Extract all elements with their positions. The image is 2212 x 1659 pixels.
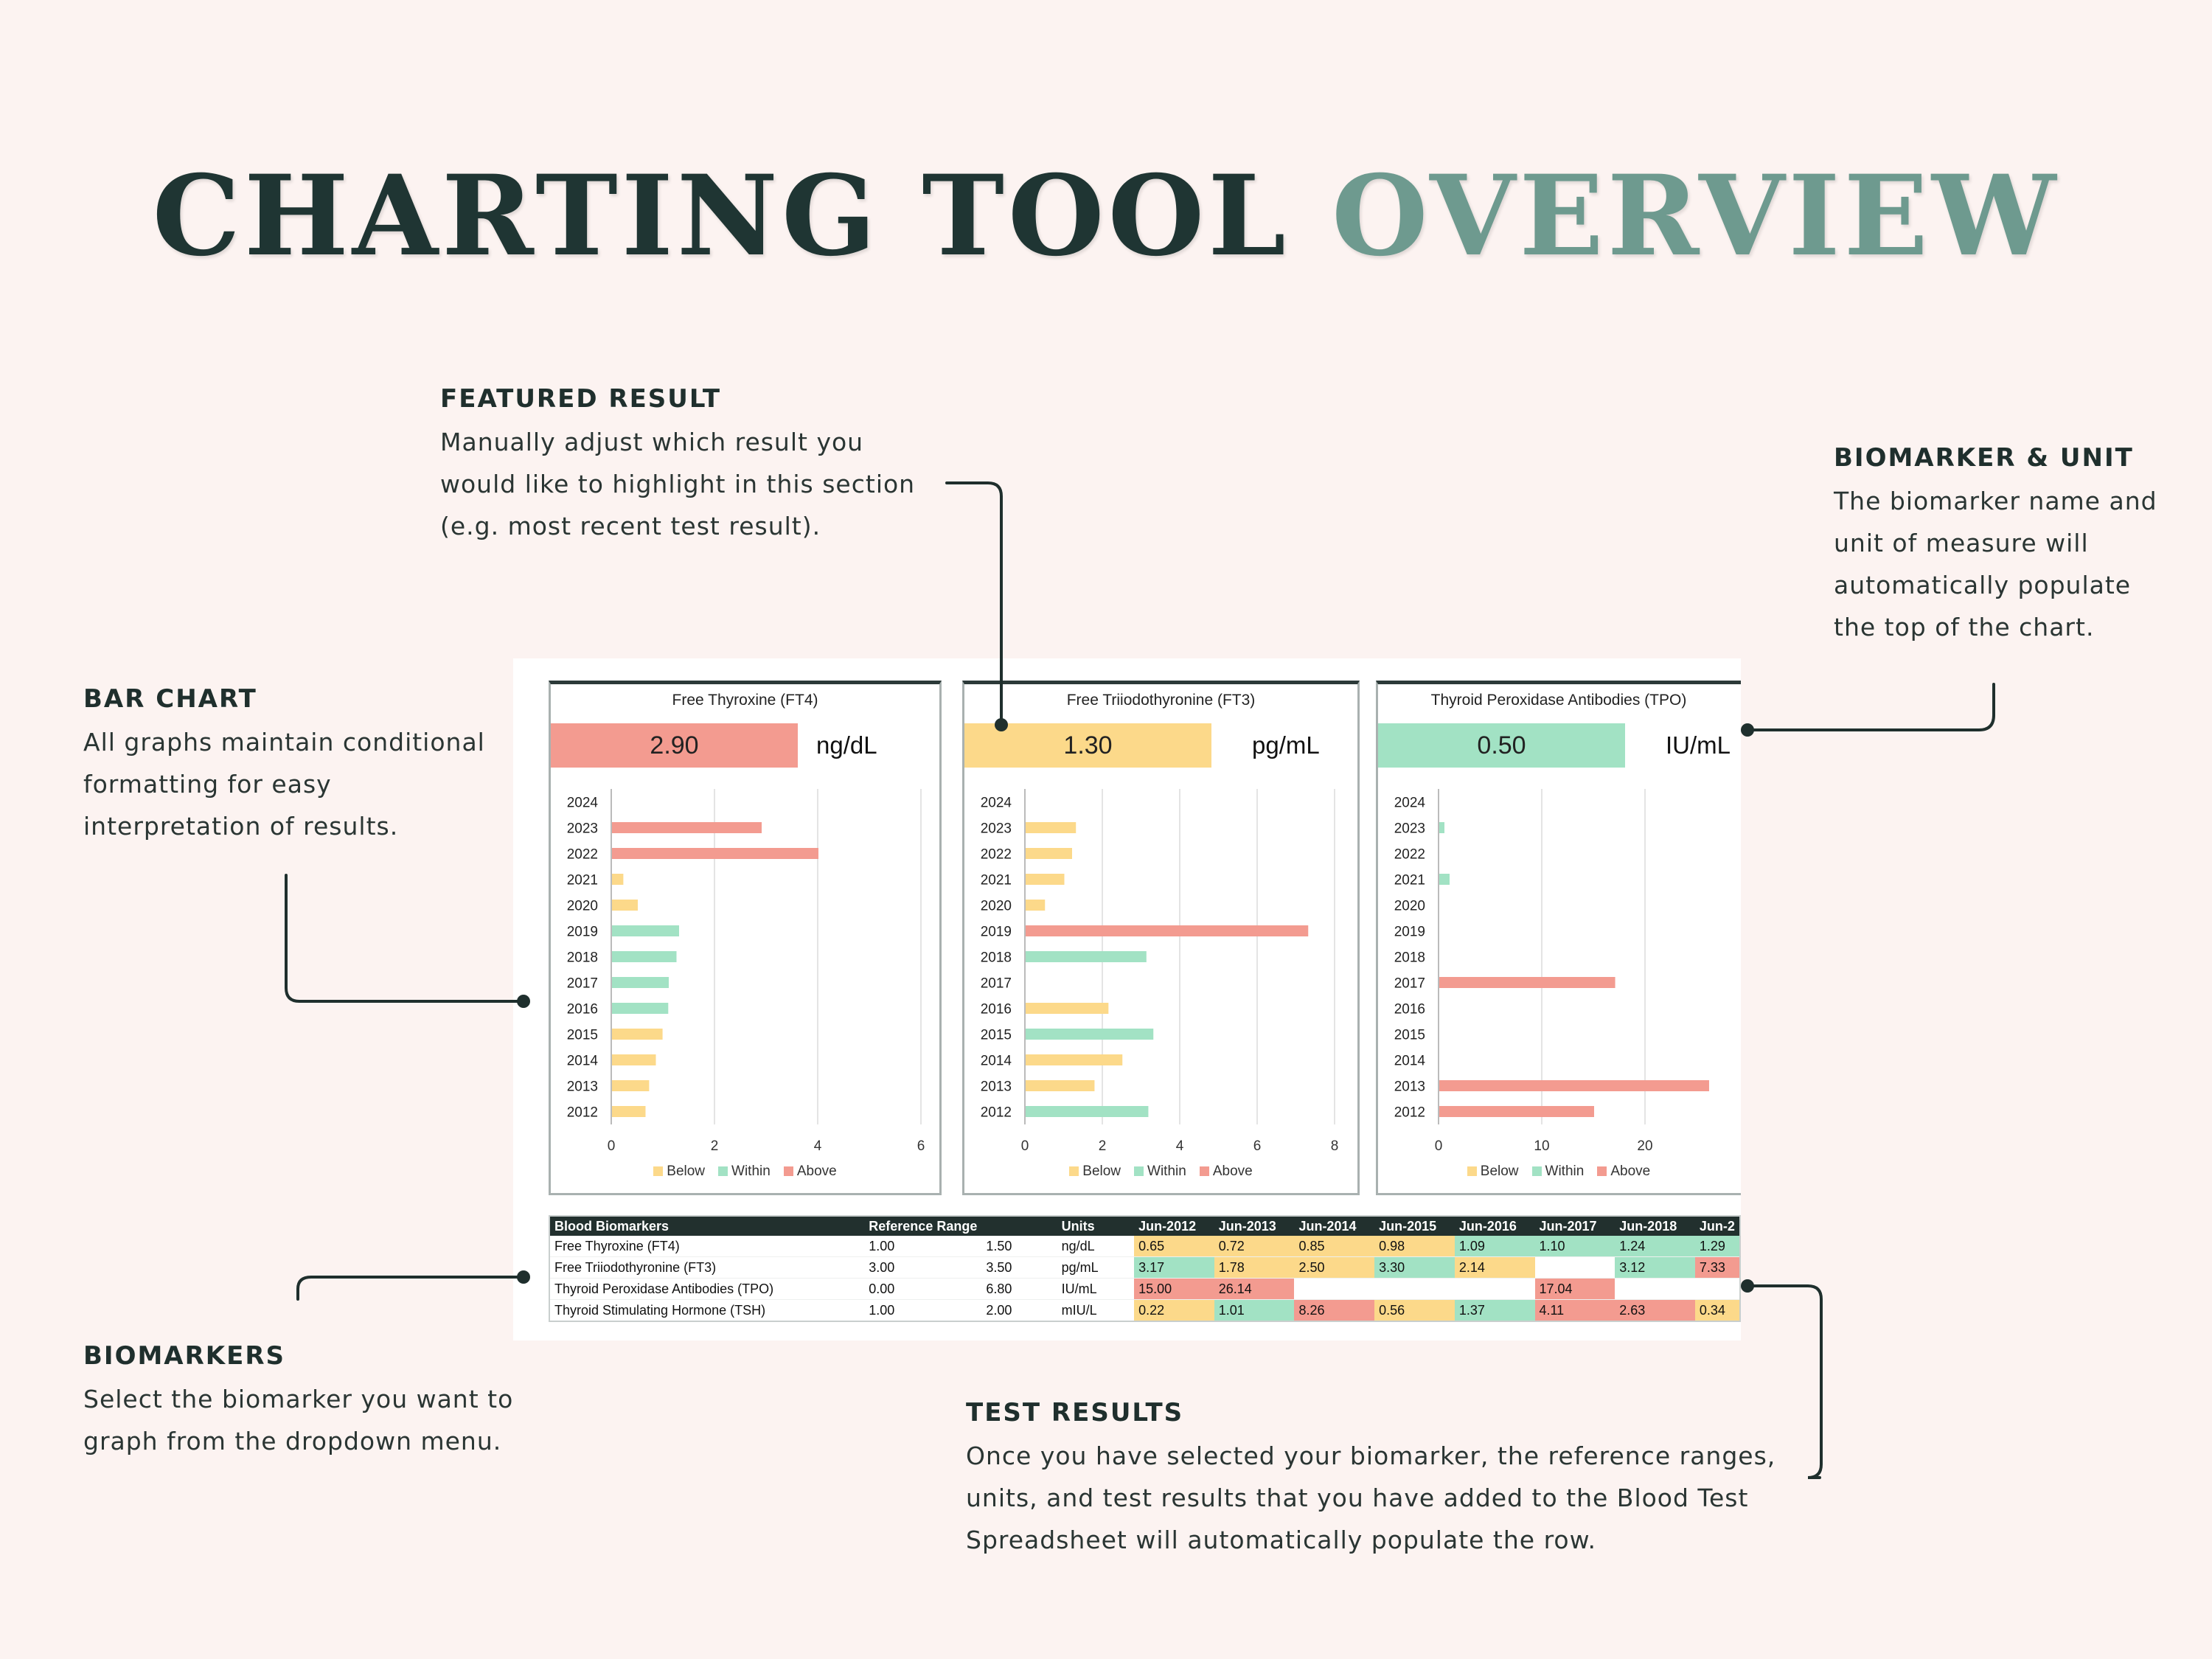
bar (1026, 1029, 1153, 1040)
y-tick-label: 2013 (566, 1079, 598, 1095)
chart-title: Thyroid Peroxidase Antibodies (TPO) (1430, 692, 1687, 709)
x-tick-label: 20 (1637, 1138, 1653, 1154)
bar (1026, 874, 1065, 885)
annotation-heading: BIOMARKERS (83, 1341, 286, 1371)
reference-high-cell[interactable]: 3.50 (981, 1257, 1057, 1279)
result-cell[interactable] (1695, 1279, 1740, 1300)
result-cell[interactable] (1294, 1279, 1374, 1300)
table-row[interactable] (549, 1279, 1740, 1300)
bar (612, 1106, 646, 1117)
annotation-text: Select the biomarker you want to graph from the dropdown menu. (83, 1385, 514, 1455)
legend-above: Above (784, 1164, 837, 1180)
y-tick-label: 2018 (1394, 950, 1425, 966)
legend-above: Above (1200, 1164, 1253, 1180)
y-tick-label: 2022 (566, 846, 598, 863)
bar (1439, 822, 1444, 833)
bar (1026, 900, 1045, 911)
y-tick-label: 2017 (566, 975, 598, 992)
bar (612, 848, 818, 859)
y-tick-label: 2023 (1394, 821, 1425, 837)
chart-legend (551, 1164, 939, 1180)
y-tick-label: 2016 (980, 1001, 1012, 1018)
bar (612, 1080, 649, 1091)
bar (1026, 1080, 1094, 1091)
reference-low-cell[interactable]: 1.00 (864, 1236, 981, 1257)
result-cell[interactable]: 0.72 (1214, 1236, 1295, 1257)
result-cell[interactable] (1374, 1279, 1455, 1300)
y-tick-label: 2021 (566, 872, 598, 888)
page-title-part1: CHARTING TOOL (152, 151, 1290, 281)
chart-card-tpo (1376, 681, 1753, 1195)
header-date: Jun-2013 (1214, 1216, 1295, 1236)
result-cell[interactable]: 1.09 (1455, 1236, 1535, 1257)
legend-within: Within (1532, 1164, 1585, 1180)
result-cell[interactable]: 1.24 (1615, 1236, 1695, 1257)
legend-within: Within (718, 1164, 771, 1180)
chart-card-ft4 (549, 681, 942, 1195)
x-tick-label: 10 (1534, 1138, 1550, 1154)
result-cell[interactable]: 2.14 (1455, 1257, 1535, 1279)
y-tick-label: 2014 (980, 1053, 1012, 1069)
legend-below: Below (1467, 1164, 1519, 1180)
y-tick-label: 2014 (566, 1053, 598, 1069)
x-tick-label: 6 (917, 1138, 925, 1154)
test-results-annotation (966, 1398, 1814, 1561)
unit-label: IU/mL (1666, 731, 1731, 759)
header-date: Jun-2 (1695, 1216, 1740, 1236)
legend-within: Within (1134, 1164, 1186, 1180)
bar-chart (964, 780, 1360, 1193)
result-cell[interactable]: 1.10 (1535, 1236, 1615, 1257)
bar (1026, 822, 1076, 833)
table-row[interactable] (549, 1236, 1740, 1257)
bar (1026, 925, 1308, 936)
bar (1026, 951, 1147, 962)
biomarker-name-cell[interactable]: Thyroid Stimulating Hormone (TSH) (549, 1300, 864, 1322)
x-tick-label: 2 (1098, 1138, 1107, 1154)
reference-low-cell[interactable]: 3.00 (864, 1257, 981, 1279)
bar (612, 874, 623, 885)
test-results-table (549, 1215, 1741, 1322)
y-tick-label: 2013 (980, 1079, 1012, 1095)
bar (612, 822, 762, 833)
y-tick-label: 2018 (980, 950, 1012, 966)
result-cell[interactable]: 3.12 (1615, 1257, 1695, 1279)
result-cell[interactable]: 0.56 (1374, 1300, 1455, 1322)
biomarker-name-cell[interactable]: Free Thyroxine (FT4) (549, 1236, 864, 1257)
x-tick-label: 2 (710, 1138, 719, 1154)
table-header-row (549, 1216, 1740, 1236)
result-cell[interactable]: 2.63 (1615, 1300, 1695, 1322)
result-cell[interactable]: 17.04 (1535, 1279, 1615, 1300)
chart-card-ft3 (962, 681, 1360, 1195)
annotation-heading: TEST RESULTS (966, 1398, 1184, 1427)
bar (612, 1029, 663, 1040)
y-tick-label: 2021 (1394, 872, 1425, 888)
x-tick-label: 4 (813, 1138, 822, 1154)
result-cell[interactable]: 7.33 (1695, 1257, 1740, 1279)
bar (1439, 1106, 1594, 1117)
result-cell[interactable]: 4.11 (1535, 1300, 1615, 1322)
featured-result[interactable]: 1.30 (964, 723, 1211, 768)
x-tick-label: 0 (1434, 1138, 1443, 1154)
result-cell[interactable]: 3.30 (1374, 1257, 1455, 1279)
biomarker-name-cell[interactable]: Thyroid Peroxidase Antibodies (TPO) (549, 1279, 864, 1300)
unit-cell[interactable]: mIU/L (1057, 1300, 1134, 1322)
biomarker-unit-annotation (1834, 443, 2202, 648)
y-tick-label: 2012 (1394, 1105, 1425, 1121)
legend-below: Below (1069, 1164, 1121, 1180)
bar (1026, 1054, 1122, 1065)
header-biomarkers: Blood Biomarkers (549, 1216, 864, 1236)
result-cell[interactable]: 8.26 (1294, 1300, 1374, 1322)
dashboard-screenshot (513, 658, 1753, 1340)
y-tick-label: 2013 (1394, 1079, 1425, 1095)
y-tick-label: 2024 (1394, 795, 1425, 811)
unit-cell[interactable]: IU/mL (1057, 1279, 1134, 1300)
annotation-text: The biomarker name and unit of measure will automatically populate the top of the chart. (1834, 487, 2157, 641)
bar (1439, 874, 1450, 885)
result-cell[interactable]: 1.29 (1695, 1236, 1740, 1257)
result-cell[interactable]: 0.85 (1294, 1236, 1374, 1257)
page-title-part2: OVERVIEW (1332, 151, 2060, 281)
y-tick-label: 2023 (566, 821, 598, 837)
bar (612, 951, 677, 962)
result-cell[interactable] (1535, 1257, 1615, 1279)
reference-low-cell[interactable]: 0.00 (864, 1279, 981, 1300)
connector-bar-chart (286, 875, 524, 1001)
header-date: Jun-2016 (1455, 1216, 1535, 1236)
result-cell[interactable] (1615, 1279, 1695, 1300)
bar-chart (551, 780, 942, 1193)
chart-legend (1378, 1164, 1739, 1180)
header-units: Units (1057, 1216, 1134, 1236)
header-date: Jun-2018 (1615, 1216, 1695, 1236)
y-tick-label: 2016 (1394, 1001, 1425, 1018)
annotation-text: Once you have selected your biomarker, the reference ranges, units, and test results that you have added to the Blood Test Spreadsheet will automatically populate the row. (966, 1441, 1776, 1554)
header-date: Jun-2015 (1374, 1216, 1455, 1236)
bar (1026, 1106, 1148, 1117)
y-tick-label: 2019 (980, 924, 1012, 940)
result-cell[interactable]: 1.01 (1214, 1300, 1295, 1322)
y-tick-label: 2023 (980, 821, 1012, 837)
connector-dot (1741, 1279, 1754, 1293)
annotation-heading: BIOMARKER & UNIT (1834, 443, 2134, 473)
y-tick-label: 2018 (566, 950, 598, 966)
annotation-heading: BAR CHART (83, 684, 257, 714)
biomarkers-annotation (83, 1341, 563, 1462)
result-cell[interactable]: 0.34 (1695, 1300, 1740, 1322)
featured-result-annotation (440, 384, 1030, 547)
connector-biomarkers (298, 1277, 524, 1299)
bar (1439, 977, 1615, 988)
y-tick-label: 2020 (980, 898, 1012, 914)
bar (1026, 848, 1072, 859)
result-cell[interactable]: 0.98 (1374, 1236, 1455, 1257)
page-title (0, 151, 2212, 281)
bar (612, 1054, 656, 1065)
legend-above: Above (1597, 1164, 1650, 1180)
result-cell[interactable]: 3.17 (1134, 1257, 1214, 1279)
connector-dot (1741, 723, 1754, 737)
result-cell[interactable]: 26.14 (1214, 1279, 1295, 1300)
annotation-text: All graphs maintain conditional formatting for easy interpretation of results. (83, 728, 485, 841)
y-tick-label: 2019 (566, 924, 598, 940)
chart-title: Free Thyroxine (FT4) (672, 692, 818, 709)
reference-high-cell[interactable]: 2.00 (981, 1300, 1057, 1322)
chart-legend (964, 1164, 1357, 1180)
annotation-text: Manually adjust which result you would like to highlight in this section (e.g. most recent test result). (440, 428, 916, 540)
result-cell[interactable]: 1.78 (1214, 1257, 1295, 1279)
legend-below: Below (653, 1164, 705, 1180)
bar (1026, 1003, 1108, 1014)
chart-title: Free Triiodothyronine (FT3) (1066, 692, 1256, 709)
y-tick-label: 2017 (980, 975, 1012, 992)
bar-chart: 0 10 20 32024202320222021202020192018201720162015201420132012 (1394, 795, 1753, 1154)
connector-biomarker-unit (1747, 684, 1994, 730)
y-tick-label: 2015 (980, 1027, 1012, 1043)
unit-cell[interactable]: pg/mL (1057, 1257, 1134, 1279)
table-row[interactable] (549, 1257, 1740, 1279)
y-tick-label: 2015 (566, 1027, 598, 1043)
result-cell[interactable]: 0.65 (1134, 1236, 1214, 1257)
result-cell[interactable]: 2.50 (1294, 1257, 1374, 1279)
y-tick-label: 2022 (980, 846, 1012, 863)
table-row[interactable] (549, 1300, 1740, 1322)
y-tick-label: 2012 (566, 1105, 598, 1121)
y-tick-label: 2020 (1394, 898, 1425, 914)
unit-cell[interactable]: ng/dL (1057, 1236, 1134, 1257)
bar (612, 900, 638, 911)
annotation-heading: FEATURED RESULT (440, 384, 722, 414)
y-tick-label: 2024 (566, 795, 598, 811)
bar-chart-annotation (83, 684, 526, 847)
result-cell[interactable]: 0.22 (1134, 1300, 1214, 1322)
x-tick-label: 6 (1253, 1138, 1262, 1154)
unit-label: ng/dL (816, 731, 877, 759)
y-tick-label: 2017 (1394, 975, 1425, 992)
y-tick-label: 2016 (566, 1001, 598, 1018)
y-tick-label: 2024 (980, 795, 1012, 811)
result-cell[interactable]: 1.37 (1455, 1300, 1535, 1322)
bar (612, 977, 669, 988)
result-cell[interactable]: 15.00 (1134, 1279, 1214, 1300)
bar (612, 925, 679, 936)
y-tick-label: 2019 (1394, 924, 1425, 940)
y-tick-label: 2022 (1394, 846, 1425, 863)
y-tick-label: 2020 (566, 898, 598, 914)
biomarker-name-cell[interactable]: Free Triiodothyronine (FT3) (549, 1257, 864, 1279)
y-tick-label: 2014 (1394, 1053, 1425, 1069)
header-date: Jun-2017 (1535, 1216, 1615, 1236)
x-tick-label: 8 (1330, 1138, 1339, 1154)
bar (1439, 1080, 1709, 1091)
y-tick-label: 2015 (1394, 1027, 1425, 1043)
unit-label: pg/mL (1252, 731, 1320, 759)
header-date: Jun-2014 (1294, 1216, 1374, 1236)
x-tick-label: 4 (1175, 1138, 1184, 1154)
header-blank (981, 1216, 1057, 1236)
reference-high-cell[interactable]: 6.80 (981, 1279, 1057, 1300)
featured-result[interactable]: 2.90 (551, 723, 798, 768)
reference-low-cell[interactable]: 1.00 (864, 1300, 981, 1322)
header-reference-range: Reference Range (864, 1216, 981, 1236)
y-tick-label: 2021 (980, 872, 1012, 888)
x-tick-label: 0 (607, 1138, 616, 1154)
featured-result[interactable]: 0.50 (1378, 723, 1625, 768)
reference-high-cell[interactable]: 1.50 (981, 1236, 1057, 1257)
result-cell[interactable] (1455, 1279, 1535, 1300)
y-tick-label: 2012 (980, 1105, 1012, 1121)
bar (612, 1003, 668, 1014)
header-date: Jun-2012 (1134, 1216, 1214, 1236)
x-tick-label: 0 (1020, 1138, 1029, 1154)
